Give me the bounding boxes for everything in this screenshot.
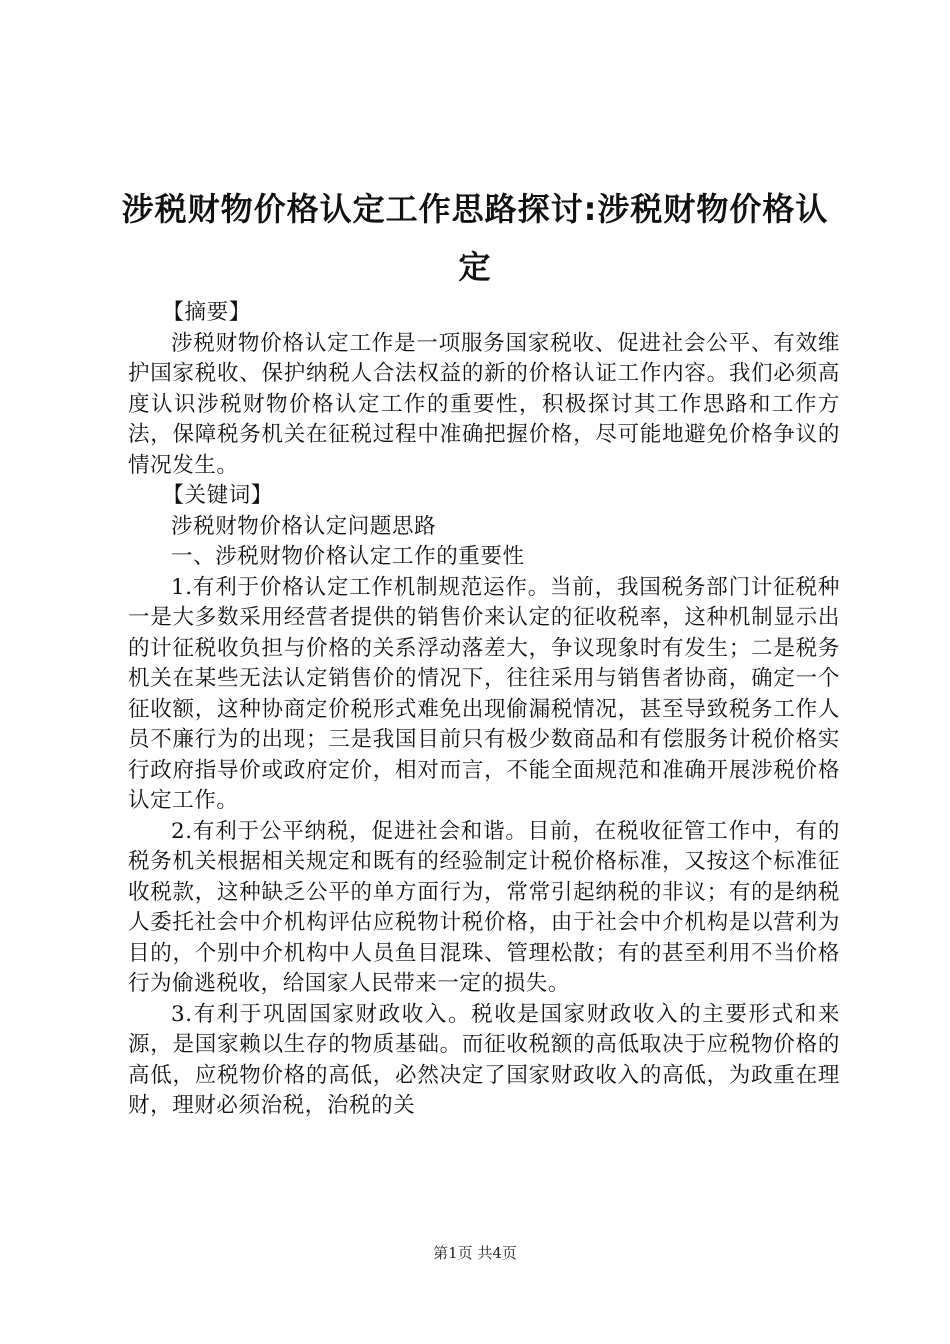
section-heading: 一、涉税财物价格认定工作的重要性 [171, 544, 525, 569]
keywords-heading: 【关键词】 [162, 483, 273, 508]
page-footer: 第1页 共4页 [433, 1244, 517, 1262]
document-title: 涉税财物价格认定工作思路探讨:涉税财物价格认定 [121, 190, 829, 286]
abstract-heading: 【摘要】 [162, 300, 251, 325]
paragraph-1: 1.有利于价格认定工作机制规范运作。当前，我国税务部门计征税种一是大多数采用经营者提供的销售价来认定的征收税率，这种机制显示出的计征税收负担与价格的关系浮动落差大，争议现象时有发生；二是税务机关在某些无法认定销售价的情况下，往往采用与销售者协商，确定一个征收额，这种协商定价税形式难免出现偷漏税情况，甚至导致税务工作人员不廉行为的出现；三是我国目前只有极少数商品和有偿服务计税价格实行政府指导价或政府定价，相对而言，不能全面规范和准确开展涉税价格认定工作。 [128, 574, 840, 813]
paragraph-2: 2.有利于公平纳税，促进社会和谐。目前，在税收征管工作中，有的税务机关根据相关规定和既有的经验制定计税价格标准，又按这个标准征收税款，这种缺乏公平的单方面行为，常常引起纳税的非议；有的是纳税人委托社会中介机构评估应税物计税价格，由于社会中介机构是以营利为目的，个别中介机构中人员鱼目混珠、管理松散；有的甚至利用不当价格行为偷逃税收，给国家人民带来一定的损失。 [128, 818, 840, 996]
document-body [128, 298, 840, 1122]
paragraph-3: 3.有利于巩固国家财政收入。税收是国家财政收入的主要形式和来源，是国家赖以生存的物质基础。而征收税额的高低取决于应税物价格的高低，应税物价格的高低，必然决定了国家财政收入的高低，为政重在理财，理财必须治税，治税的关 [128, 1001, 840, 1118]
keywords-text: 涉税财物价格认定问题思路 [171, 513, 437, 539]
abstract-text: 涉税财物价格认定工作是一项服务国家税收、促进社会公平、有效维护国家税收、保护纳税人合法权益的新的价格认证工作内容。我们必须高度认识涉税财物价格认定工作的重要性，积极探讨其工作思路和工作方法，保障税务机关在征税过程中准确把握价格，尽可能地避免价格争议的情况发生。 [128, 330, 840, 478]
